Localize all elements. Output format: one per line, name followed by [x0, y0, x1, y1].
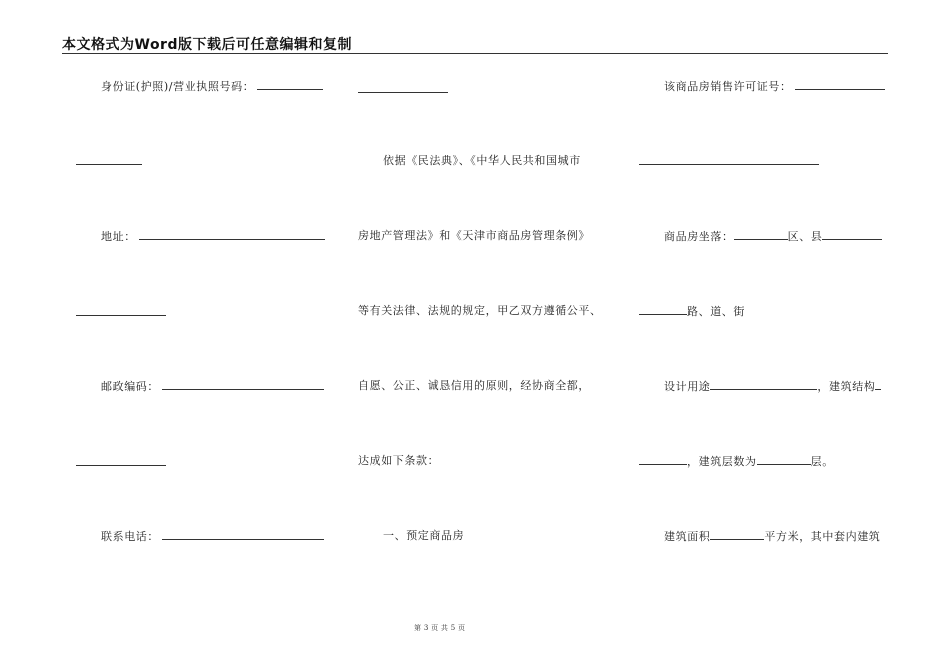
road-field — [639, 304, 745, 319]
page-number: 第 3 页 共 5 页 — [414, 624, 466, 632]
address-continuation-blank — [76, 315, 166, 316]
id-number-continuation-blank — [76, 164, 142, 165]
area-field — [664, 529, 880, 544]
area-blank — [710, 529, 764, 540]
structure-label: ，建筑结构 — [817, 380, 876, 393]
id-number-blank — [257, 79, 323, 90]
legal-basis-line-3: 等有关法律、法规的规定，甲乙双方遵循公平、 — [358, 304, 602, 317]
address-blank — [139, 229, 325, 240]
phone-blank — [162, 529, 324, 540]
id-number-field — [101, 79, 323, 94]
floors-prefix: ，建筑层数为 — [687, 455, 757, 468]
usage-structure-field — [664, 379, 881, 394]
postcode-field — [101, 379, 324, 394]
sales-permit-field — [664, 79, 885, 94]
location-field — [664, 229, 882, 244]
sales-permit-blank — [795, 79, 885, 90]
area-suffix: 平方米，其中套内建筑 — [764, 530, 881, 543]
structure-continuation-blank — [639, 454, 687, 465]
district-word: 区、县 — [787, 230, 823, 243]
phone-label: 联系电话： — [101, 530, 159, 543]
id-number-label: 身份证(护照)/营业执照号码： — [101, 80, 255, 93]
address-label: 地址： — [101, 230, 136, 243]
postcode-blank — [162, 379, 324, 390]
sales-permit-label: 该商品房销售许可证号： — [664, 80, 792, 93]
address-field — [101, 229, 325, 244]
road-blank — [639, 304, 687, 315]
middle-top-blank — [358, 92, 448, 93]
usage-label: 设计用途 — [664, 380, 711, 393]
district-blank — [734, 229, 788, 240]
postcode-continuation-blank — [76, 465, 166, 466]
area-label: 建筑面积 — [664, 530, 711, 543]
road-word: 路、道、街 — [687, 305, 745, 318]
floors-blank — [757, 454, 811, 465]
floors-suffix: 层。 — [810, 455, 834, 468]
usage-blank — [710, 379, 817, 390]
legal-basis-line-5: 达成如下条款： — [358, 454, 440, 467]
location-label: 商品房坐落： — [664, 230, 734, 243]
sales-permit-continuation-blank — [639, 164, 819, 165]
county-blank — [822, 229, 882, 240]
legal-basis-line-4: 自愿、公正、诚恳信用的原则，经协商全都， — [358, 379, 590, 392]
phone-field — [101, 529, 324, 544]
postcode-label: 邮政编码： — [101, 380, 159, 393]
floors-field — [639, 454, 834, 469]
document-header-title: 本文格式为Word版下载后可任意编辑和复制 — [62, 37, 352, 53]
section-heading-reserved-property: 一、预定商品房 — [383, 529, 465, 542]
legal-basis-line-1: 依据《民法典》、《中华人民共和国城市 — [383, 154, 581, 167]
header-divider — [62, 53, 888, 54]
legal-basis-line-2: 房地产管理法》和《天津市商品房管理条例》 — [358, 229, 590, 242]
structure-blank — [875, 379, 881, 390]
